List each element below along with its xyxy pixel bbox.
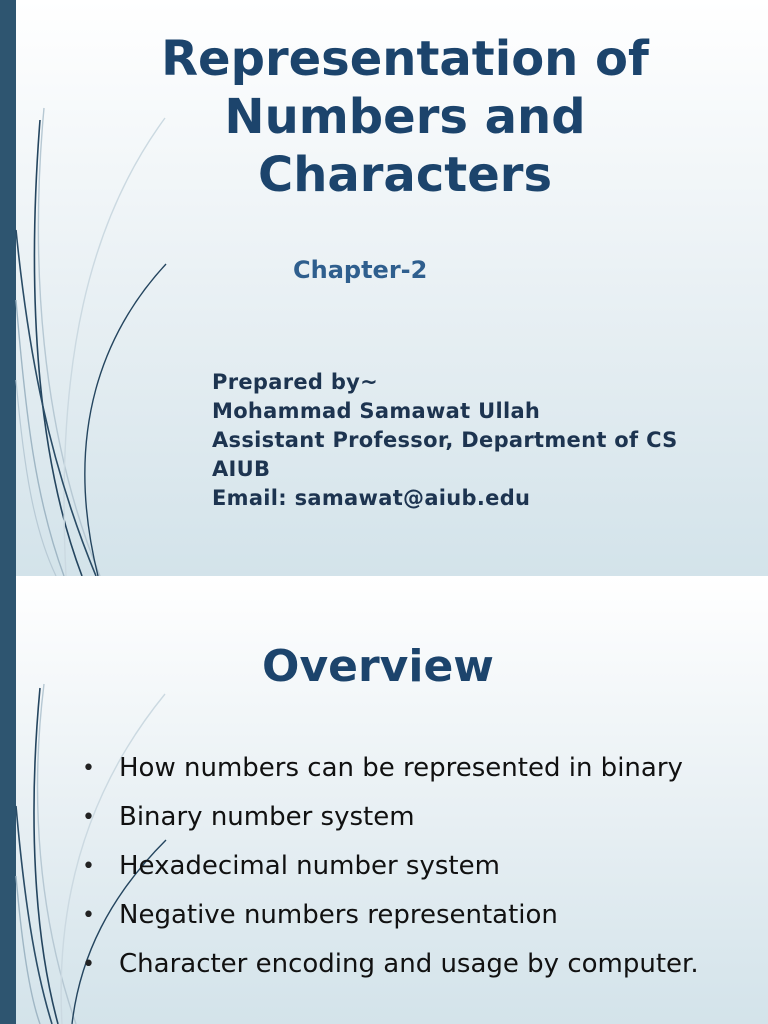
bullet-text: Character encoding and usage by computer.	[119, 949, 699, 979]
chapter-subtitle: Chapter-2	[293, 256, 428, 284]
list-item	[82, 842, 699, 891]
bullet-icon: •	[82, 854, 95, 879]
bullet-icon: •	[82, 756, 95, 781]
title-line: Numbers and	[224, 89, 586, 145]
bullet-text: Hexadecimal number system	[119, 851, 500, 881]
slide-title	[100, 30, 710, 204]
bullet-icon: •	[82, 952, 95, 977]
bullet-text: Binary number system	[119, 802, 415, 832]
title-line: Representation of	[161, 31, 649, 87]
bullet-text: Negative numbers representation	[119, 900, 558, 930]
author-credits	[212, 368, 678, 513]
title-line: Characters	[257, 147, 553, 203]
overview-title: Overview	[262, 641, 494, 692]
credit-line: Assistant Professor, Department of CS	[212, 428, 678, 452]
credit-line: Mohammad Samawat Ullah	[212, 399, 541, 423]
bullet-icon: •	[82, 805, 95, 830]
list-item	[82, 891, 699, 940]
bullet-icon: •	[82, 903, 95, 928]
list-item	[82, 744, 699, 793]
credit-line: Prepared by~	[212, 370, 379, 394]
list-item	[82, 940, 699, 989]
credit-line: AIUB	[212, 457, 271, 481]
overview-slide	[0, 576, 768, 1024]
bullet-text: How numbers can be represented in binary	[119, 753, 683, 783]
overview-bullet-list	[82, 744, 699, 989]
credit-line: Email: samawat@aiub.edu	[212, 486, 531, 510]
list-item	[82, 793, 699, 842]
